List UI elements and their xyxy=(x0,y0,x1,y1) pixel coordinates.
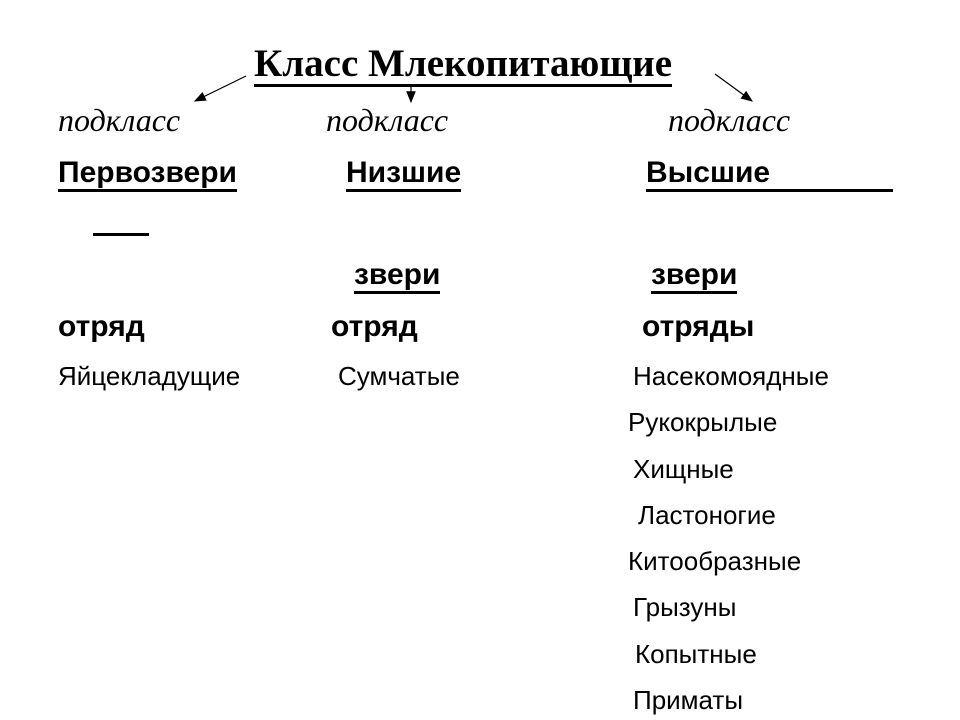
subclass-name-2-line2: звери xyxy=(354,260,440,294)
subclass-label-3: подкласс xyxy=(668,102,791,138)
subclass-label-1: подкласс xyxy=(58,102,181,138)
page-title: Класс Млекопитающие xyxy=(254,42,673,85)
order-item: Приматы xyxy=(633,685,744,715)
order-item: Сумчатые xyxy=(338,361,460,391)
order-item: Хищные xyxy=(633,454,734,484)
subclass-name-3: Высшие xyxy=(646,158,893,192)
order-item: Насекомоядные xyxy=(633,361,829,391)
arrow-right xyxy=(715,74,752,101)
subclass-name-2: Низшие xyxy=(346,158,461,192)
arrow-left xyxy=(195,76,246,101)
order-label-1: отряд xyxy=(58,310,145,343)
order-item: Грызуны xyxy=(633,592,737,622)
subclass-label-2: подкласс xyxy=(326,102,449,138)
order-item: Яйцекладущие xyxy=(58,361,241,391)
order-label-3: отряды xyxy=(642,310,755,343)
name-underline-continuation-1 xyxy=(93,233,149,236)
order-item: Китообразные xyxy=(628,546,802,576)
order-item: Ластоногие xyxy=(638,500,776,530)
order-label-2: отряд xyxy=(331,310,418,343)
order-item: Рукокрылые xyxy=(628,407,778,437)
order-item: Копытные xyxy=(635,639,757,669)
subclass-name-1: Первозвери xyxy=(58,158,237,192)
subclass-name-3-line2: звери xyxy=(651,260,737,294)
